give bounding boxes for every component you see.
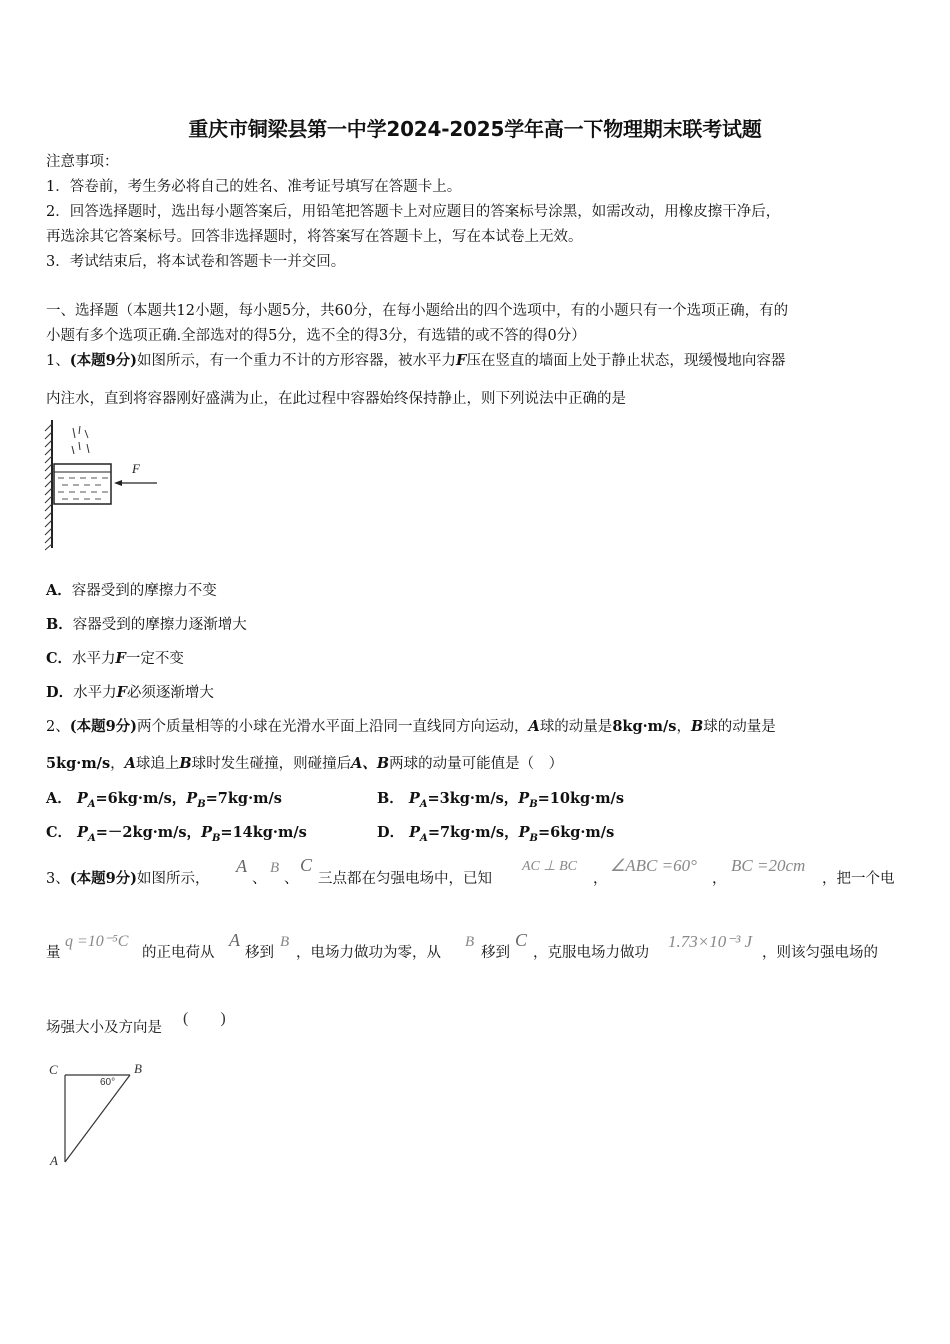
- option-key: B．: [46, 616, 73, 633]
- q2-text: 球时发生碰撞，则碰撞后: [191, 756, 352, 772]
- q3-text-2g: ，则该匀强电场的: [762, 945, 878, 961]
- q2-var-B: B: [690, 718, 704, 735]
- q2-var-B: B: [179, 755, 192, 772]
- option-key: A．: [46, 582, 72, 599]
- option-key: A．: [46, 790, 72, 807]
- q3-work: 1.73×10⁻³ J: [668, 932, 753, 951]
- q2-momentum-a: 8kg·m/s: [612, 718, 677, 735]
- q2-option-a: [46, 789, 282, 815]
- option-key: D．: [46, 684, 74, 701]
- option-var: P: [518, 790, 530, 807]
- option-var: P: [408, 790, 420, 807]
- option-key: B．: [377, 790, 404, 807]
- q2-option-c: [46, 823, 307, 849]
- q3-text-2c: 移到: [245, 945, 274, 961]
- q2-text: 球的动量是: [539, 719, 613, 735]
- q2-text: 两个质量相等的小球在光滑水平面上沿同一直线同方向运动，: [137, 719, 529, 735]
- q2-var-AB: A、B: [351, 755, 390, 772]
- q1-text: 如图所示，有一个重力不计的方形容器，被水平力: [137, 353, 457, 369]
- option-text: 容器受到的摩擦力逐渐增大: [72, 617, 247, 633]
- option-var: P: [518, 824, 530, 841]
- option-var: P: [201, 824, 212, 841]
- option-text: =3kg·m/s，: [427, 790, 519, 807]
- q1-score: (本题9分): [69, 352, 138, 369]
- q1-number: 1、: [46, 353, 70, 369]
- notice-item-1: 1．答卷前，考生务必将自己的姓名、准考证号填写在答题卡上。: [46, 179, 462, 195]
- q2-text: 球的动量是: [703, 719, 776, 735]
- option-sub: B: [529, 832, 538, 844]
- option-sub: B: [197, 798, 206, 810]
- option-var: P: [77, 824, 89, 841]
- q3-answer-paren: ( ): [183, 1010, 226, 1027]
- q3-math-a: A: [236, 856, 247, 876]
- q1-line-2: 内注水，直到将容器刚好盛满为止，在此过程中容器始终保持静止，则下列说法中正确的是: [46, 391, 626, 407]
- q3-math-b: B: [465, 934, 475, 950]
- option-sub: B: [529, 798, 538, 810]
- q2-option-b: [377, 789, 624, 815]
- q2-momentum-b: 5kg·m/s: [46, 755, 111, 772]
- q3-sep: 、: [284, 871, 299, 887]
- option-text: =6kg·m/s: [537, 824, 615, 841]
- q3-math-b: B: [270, 860, 280, 876]
- page-title: 重庆市铜梁县第一中学2024-2025学年高一下物理期末联考试题: [188, 117, 762, 141]
- q3-math-c: C: [515, 930, 528, 950]
- option-key: C．: [46, 650, 73, 667]
- q3-text: 如图所示，: [137, 871, 210, 887]
- notice-item-2b: 再选涂其它答案标号。回答非选择题时，将答案写在答题卡上，写在本试卷上无效。: [46, 229, 583, 245]
- option-key: C．: [46, 824, 73, 841]
- q3-comma: ，: [593, 871, 608, 887]
- option-sub: A: [419, 798, 428, 810]
- option-text: 水平力: [72, 651, 116, 667]
- q2-text: ，: [110, 756, 125, 772]
- q3-cond-length: BC =20cm: [731, 856, 806, 875]
- q2-text: 两球的动量可能值是（ ）: [389, 756, 564, 772]
- q3-math-a: A: [229, 930, 240, 950]
- q3-text-2a: 量: [46, 945, 61, 961]
- q1-option-c: [46, 649, 184, 669]
- notice-item-2a: 2．回答选择题时，选出每小题答案后，用铅笔把答题卡上对应题目的答案标号涂黑，如需改动，用橡皮擦干净后，: [46, 204, 781, 220]
- q1-figure: [40, 420, 170, 550]
- section-line-1: 一、选择题（本题共12小题，每小题5分，共60分，在每小题给出的四个选项中，有的小题只有一个选项正确，有的: [46, 303, 789, 319]
- section-line-2: 小题有多个选项正确.全部选对的得5分，选不全的得3分，有选错的或不答的得0分）: [46, 328, 586, 344]
- option-text: =6kg·m/s，: [95, 790, 187, 807]
- option-text: =14kg·m/s: [220, 824, 307, 841]
- option-text: 一定不变: [125, 651, 184, 667]
- q1-line-1: [46, 351, 785, 371]
- q2-var-A: A: [528, 718, 540, 735]
- option-sub: B: [211, 832, 221, 844]
- option-text: 必须逐渐增大: [126, 685, 214, 701]
- q2-number: 2、: [46, 719, 70, 735]
- option-sub: A: [420, 832, 428, 844]
- option-var: F: [115, 650, 126, 667]
- notice-heading: 注意事项：: [46, 154, 119, 170]
- q1-var-F: F: [456, 352, 467, 369]
- option-text: =10kg·m/s: [537, 790, 625, 807]
- option-var: P: [409, 824, 421, 841]
- option-text: =7kg·m/s: [205, 790, 282, 807]
- option-sub: A: [88, 832, 96, 844]
- q2-option-d: [377, 823, 614, 849]
- option-var: F: [116, 684, 127, 701]
- q3-text-2f: ，克服电场力做功: [533, 945, 649, 961]
- q3-figure-angle: 60°: [100, 1077, 116, 1088]
- q1-option-b: [46, 615, 247, 635]
- q1-text: 压在竖直的墙面上处于静止状态，现缓慢地向容器: [466, 353, 786, 369]
- q3-figure-label-b: B: [134, 1061, 142, 1076]
- q3-cond-perp: AC ⊥ BC: [522, 859, 577, 874]
- q3-charge: q =10⁻⁵C: [65, 933, 129, 950]
- q1-option-a: [46, 581, 217, 601]
- q2-line-1: [46, 717, 776, 737]
- q3-sep: 、: [252, 871, 267, 887]
- q3-figure-label-a: A: [50, 1153, 58, 1168]
- q3-line-1-start: [46, 869, 210, 889]
- q2-score: (本题9分): [69, 718, 138, 735]
- notice-item-3: 3．考试结束后，将本试卷和答题卡一并交回。: [46, 254, 346, 270]
- q3-math-c: C: [300, 855, 313, 875]
- q2-line-2: [46, 754, 563, 774]
- q3-triangle-figure: [44, 1058, 154, 1170]
- option-text: =7kg·m/s，: [427, 824, 519, 841]
- q3-text-3: 场强大小及方向是: [46, 1020, 162, 1036]
- option-sub: A: [87, 798, 96, 810]
- q3-text-2e: 移到: [481, 945, 510, 961]
- q1-option-d: [46, 683, 214, 703]
- q2-text: ，: [676, 719, 691, 735]
- option-text: 水平力: [73, 685, 117, 701]
- q3-text-2d: ，电场力做功为零，从: [296, 945, 441, 961]
- q1-figure-label-F: F: [132, 461, 140, 476]
- q3-text-2b: 的正电荷从: [142, 945, 215, 961]
- q3-math-b: B: [280, 934, 290, 950]
- option-var: P: [76, 790, 88, 807]
- option-text: =－2kg·m/s，: [95, 824, 202, 841]
- option-key: D．: [377, 824, 405, 841]
- q3-comma: ，: [712, 871, 727, 887]
- q3-figure-label-c: C: [49, 1062, 58, 1077]
- q3-text-1c: ，把一个电: [822, 871, 895, 887]
- q2-var-A: A: [124, 755, 136, 772]
- q3-number: 3、: [46, 871, 70, 887]
- q3-text-1b: 三点都在匀强电场中，已知: [318, 871, 492, 887]
- q3-score: (本题9分): [69, 870, 138, 887]
- option-text: 容器受到的摩擦力不变: [71, 583, 217, 599]
- q2-text: 球追上: [135, 756, 180, 772]
- option-var: P: [186, 790, 198, 807]
- q3-cond-angle: ∠ABC =60°: [610, 856, 697, 875]
